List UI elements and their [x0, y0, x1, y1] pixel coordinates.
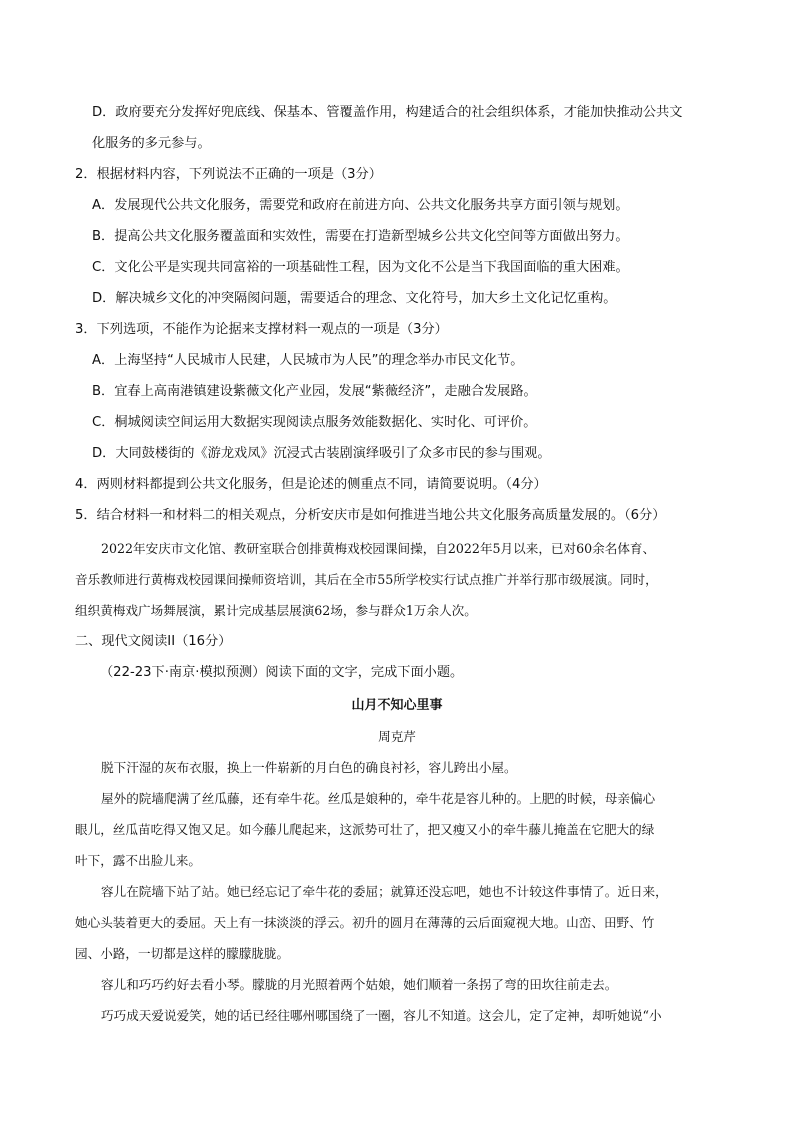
q2-stem: 2．根据材料内容，下列说法不正确的一项是（3分）: [75, 167, 382, 182]
q2-option-a: A．发展现代公共文化服务，需要党和政府在前进方向、公共文化服务共享方面引领与规划。: [92, 198, 629, 213]
story-title: 山月不知心里事: [351, 698, 443, 713]
story-line: 容儿和巧巧约好去看小琴。朦胧的月光照着两个姑娘，她们顺着一条拐了弯的田坎往前走去。: [101, 977, 618, 992]
q5-material-line2: 音乐教师进行黄梅戏校园课间操师资培训，其后在全市55所学校实行试点推广并举行那市级展演。同时，: [75, 572, 658, 587]
story-line: 屋外的院墙爬满了丝瓜藤，还有牵牛花。丝瓜是娘种的，牵牛花是容儿种的。上肥的时候，母亲偏心: [101, 791, 656, 806]
q3-option-a: A．上海坚持“人民城市人民建，人民城市为人民”的理念举办市民文化节。: [92, 353, 524, 368]
q3-option-d: D．大同鼓楼街的《游龙戏凤》沉浸式古装剧演绎吸引了众多市民的参与围观。: [92, 446, 551, 461]
story-line: 眼儿，丝瓜苗吃得又饱又足。如今藤儿爬起来，这派势可壮了，把又瘦又小的牵牛藤儿掩盖在它肥大的绿: [75, 822, 655, 837]
q3-option-b: B．宜春上高南港镇建设紫薇文化产业园，发展“紫薇经济”，走融合发展路。: [92, 384, 537, 399]
q2-option-d: D．解决城乡文化的冲突隔阂问题，需要适合的理念、文化符号，加大乡土文化记忆重构。: [92, 291, 617, 306]
q5-material-line1: 2022年安庆市文化馆、教研室联合创排黄梅戏校园课间操，自2022年5月以来，已对60余名体育、: [101, 541, 656, 556]
story-line: 她心头装着更大的委屈。天上有一抹淡淡的浮云。初升的圆月在薄薄的云后面窥视大地。山峦、田野、竹: [75, 915, 655, 930]
q1-option-d-line2: 化服务的多元参与。: [92, 136, 211, 151]
q5-stem: 5．结合材料一和材料二的相关观点，分析安庆市是如何推进当地公共文化服务高质量发展的。（6分）: [75, 508, 666, 523]
part2-heading: 二、现代文阅读II（16分）: [75, 634, 232, 649]
story-author: 周克芹: [378, 729, 416, 744]
q2-option-b: B．提高公共文化服务覆盖面和实效性，需要在打造新型城乡公共文化空间等方面做出努力。: [92, 229, 629, 244]
q1-option-d-line1: D．政府要充分发挥好兜底线、保基本、管覆盖作用，构建适合的社会组织体系，才能加快推动公共文: [92, 105, 683, 120]
story-line: 叶下，露不出脸儿来。: [75, 853, 201, 868]
story-line: 园、小路，一切都是这样的朦朦胧胧。: [75, 946, 290, 961]
story-line: 巧巧成天爱说爱笑，她的话已经往哪州哪国绕了一圈，容儿不知道。这会儿，定了定神，却听她说“小: [101, 1008, 662, 1023]
q4-stem: 4．两则材料都提到公共文化服务，但是论述的侧重点不同，请简要说明。（4分）: [75, 477, 547, 492]
part2-source: （22-23下·南京·模拟预测）阅读下面的文字，完成下面小题。: [100, 665, 464, 680]
q3-option-c: C．桐城阅读空间运用大数据实现阅读点服务效能数据化、实时化、可评价。: [92, 415, 537, 430]
q3-stem: 3．下列选项，不能作为论据来支撑材料一观点的一项是（3分）: [75, 322, 448, 337]
story-line: 容儿在院墙下站了站。她已经忘记了牵牛花的委屈；就算还没忘吧，她也不计较这件事情了。近日来，: [101, 884, 668, 899]
q5-material-line3: 组织黄梅戏广场舞展演，累计完成基层展演62场，参与群众1万余人次。: [75, 603, 477, 618]
story-line: 脱下汗湿的灰布衣服，换上一件崭新的月白色的确良衬衫，容儿跨出小屋。: [101, 760, 517, 775]
q2-option-c: C．文化公平是实现共同富裕的一项基础性工程，因为文化不公是当下我国面临的重大困难。: [92, 260, 629, 275]
